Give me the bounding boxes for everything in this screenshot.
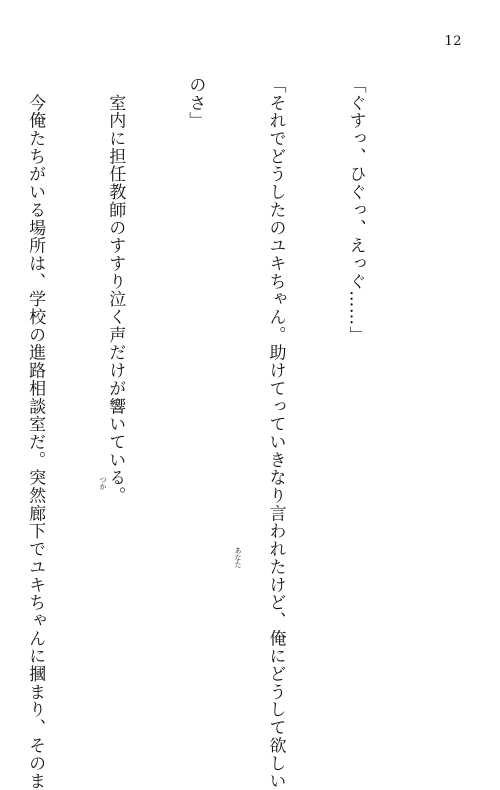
furigana-tsuka: つか: [99, 476, 107, 490]
text-line-5: 今俺たちがいる場所は、学校の進路相談室だ。突然廊下でユキちゃんに摑まり、そのま: [25, 76, 46, 790]
text-line-3: のさ」: [185, 76, 206, 130]
text-line-4: 室内に担任教師のすすり泣く声だけが響いている。: [105, 76, 126, 505]
text-line-1: 「ぐすっ、ひぐっ、えっぐ……」: [345, 76, 366, 344]
body-text: [0, 76, 422, 790]
text-line-2: 「それでどうしたのユキちゃん。助けてっていきなり言われたけど、俺にどうして欲しい: [265, 76, 286, 790]
page-number: 12: [444, 34, 462, 49]
furigana-anata: あなた: [234, 547, 242, 568]
